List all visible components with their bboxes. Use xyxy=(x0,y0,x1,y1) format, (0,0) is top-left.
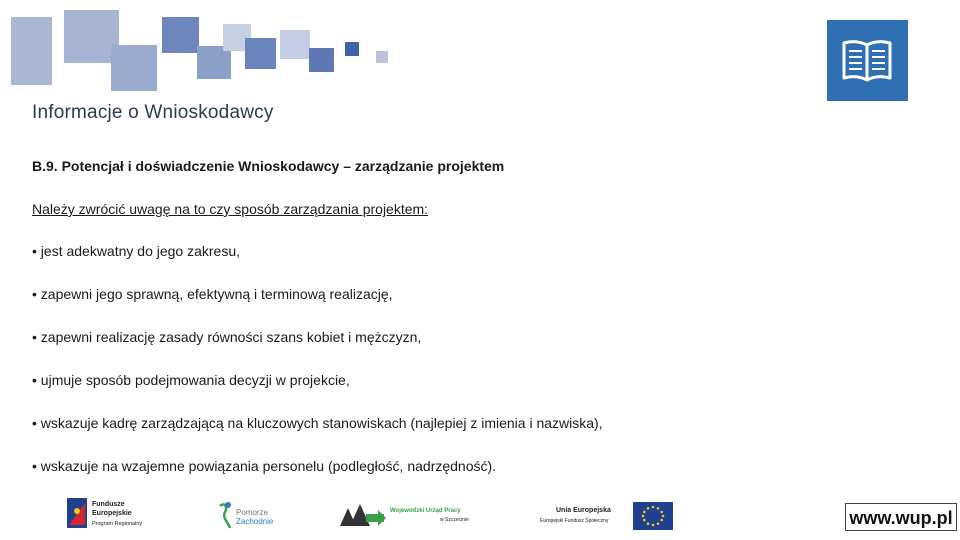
open-book-icon xyxy=(827,20,908,101)
list-item: • wskazuje kadrę zarządzającą na kluczowych stanowiskach (najlepiej z imienia i nazwiska), xyxy=(32,415,603,431)
section-subtitle: B.9. Potencjał i doświadczenie Wnioskodawcy – zarządzanie projektem xyxy=(32,158,505,174)
list-item: • wskazuje na wzajemne powiązania personelu (podległość, nadrzędność). xyxy=(32,458,497,474)
logo4-line2: Europejski Fundusz Społeczny xyxy=(540,518,609,524)
logo4-line1: Unia Europejska xyxy=(556,507,611,514)
decor-square xyxy=(111,45,157,91)
fe-star-icon xyxy=(66,497,88,529)
decor-square xyxy=(280,30,310,59)
pz-figure-icon xyxy=(216,500,234,530)
decor-square xyxy=(11,17,52,85)
decor-square xyxy=(309,48,334,72)
book-icon-tile xyxy=(827,20,908,101)
wup-szczecin-logo xyxy=(338,500,480,530)
logo1-line2: Europejskie xyxy=(92,510,132,517)
decor-square xyxy=(345,42,359,56)
unia-europejska-logo xyxy=(540,502,675,530)
wup-building-icon xyxy=(338,500,386,528)
logo2-line1: Pomorze xyxy=(236,508,269,517)
list-item: • zapewni jego sprawną, efektywną i terminową realizację, xyxy=(32,286,393,302)
list-item: • jest adekwatny do jego zakresu, xyxy=(32,243,241,259)
pomorze-zachodnie-logo xyxy=(216,500,286,532)
fundusze-europejskie-logo xyxy=(66,497,176,531)
decor-square xyxy=(245,38,276,69)
criteria-list xyxy=(32,242,603,500)
logo2-line2: Zachodnie xyxy=(236,517,274,526)
website-link[interactable]: www.wup.pl xyxy=(845,503,957,531)
list-item: • ujmuje sposób podejmowania decyzji w projekcie, xyxy=(32,372,350,388)
logo1-line3: Program Regionalny xyxy=(92,521,143,527)
eu-flag-icon xyxy=(633,502,673,530)
lead-text: Należy zwrócić uwagę na to czy sposób zarządzania projektem: xyxy=(32,201,429,217)
logo3-line2: w Szczecinie xyxy=(440,517,469,523)
logo1-line1: Fundusze xyxy=(92,501,125,508)
list-item: • zapewni realizację zasady równości szans kobiet i mężczyzn, xyxy=(32,329,422,345)
page-title: Informacje o Wnioskodawcy xyxy=(32,102,274,123)
logo3-line1: Wojewódzki Urząd Pracy xyxy=(390,508,461,514)
decor-square xyxy=(376,51,388,63)
decor-square xyxy=(162,17,199,53)
